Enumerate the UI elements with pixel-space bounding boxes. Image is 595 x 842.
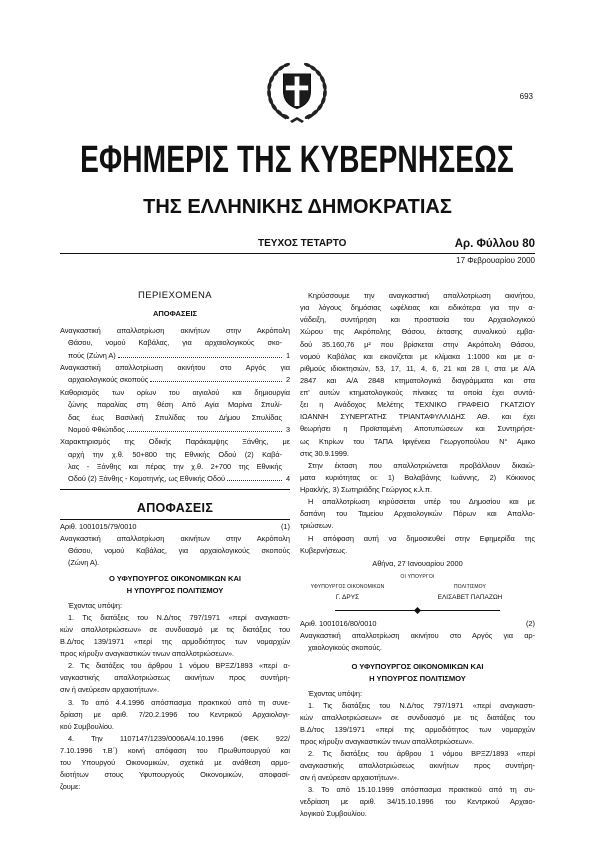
text-line: Η ΥΠΟΥΡΓΟΣ ΠΟΛΙΤΙΣΜΟΥ [369, 674, 466, 683]
contents-entry-line: Χαρακτηρισμός της Οδικής Παράκαμψης Ξάνθης, με [60, 437, 290, 447]
text-line: δρίαση με αριθ. 7/20.2.1996 του Κεντρικού Αρχαιολογι- [60, 709, 290, 719]
decision-1-number-row [60, 521, 290, 533]
dot-leader [127, 431, 282, 432]
contents-entry-line: πούς (Ζώνη Α) [68, 350, 116, 360]
paragraph [300, 496, 535, 532]
text-line: για λόγους δημόσιας ωφέλειας και ειδικότερα για την α- [300, 303, 535, 313]
decision-2-considerations [300, 688, 535, 820]
decision-ordinal: (2) [525, 619, 535, 628]
text-line: 3. Το από 4.4.1996 απόσπασμα πρακτικού από τη συνε- [68, 697, 290, 707]
text-line: Β.Δ/τος 139/1971 «περί της αρμοδιότητος των νομαρχών [60, 637, 290, 647]
text-line: προς κήρυξιν αναγκαστικών τινων απαλλοτριώσεων». [60, 649, 235, 659]
signatory-left [300, 583, 395, 603]
decision-1-considerations [60, 600, 290, 793]
text-line: Έχοντας υπόψη: [68, 601, 122, 610]
text-line: 7.10.1996 τ.Β΄) κοινή απόφαση του Πρωθυπουργού και [60, 745, 290, 755]
text-line: 4. Την 1107147/1239/0006Α/4.10.1996 (ΦΕΚ 922/ [68, 733, 290, 743]
text-line: Ηρακλής, 3) Σωτηριάδης Γεώργιος κ.λ.π. [300, 485, 432, 494]
contents-entry-line: Οδού (2) Ξάνθης - Κομοτηνής, ως Εθνικής Οδού [68, 474, 225, 484]
paragraph [300, 460, 535, 496]
text-line: Έχοντας υπόψη: [308, 689, 362, 698]
section-rule [60, 519, 290, 520]
gazette-title: ΕΦΗΜΕΡΙΣ ΤΗΣ ΚΥΒΕΡΝΗΣΕΩΣ [80, 139, 514, 181]
text-line: νεδρίαση με αριθ. 34/15.10.1996 του Κεντρικού Αρχαιο- [300, 797, 535, 806]
decision-1-summary [60, 533, 290, 569]
text-line: ΙΩΑΝΝΗ ΣΥΝΕΡΓΑΤΗΣ ΤΡΙΑΝΤΑΦΥΛΛΙΔΗΣ ΑΘ. και έχει [300, 412, 535, 422]
text-line: νάδειξη, συντήρηση και προστασία του Αρχαιολογικού [300, 315, 535, 325]
text-line: δού 35.160,76 μ² που βρίσκεται στην Ακρόπολη Θάσου, [300, 339, 535, 349]
text-line: διοτήτων στους Υφυπουργούς Οικονομικών, αποφασί- [60, 769, 290, 779]
paragraph [60, 533, 290, 569]
text-line: σιν ή ανεύρεσιν αρχαιοτήτων». [60, 685, 159, 695]
header-rule [60, 253, 535, 254]
text-line: Αναγκαστική απαλλοτρίωση ακινήτων στην Ακρόπολη [60, 534, 290, 543]
decision-number: Αριθ. 1001015/79/0010 [60, 522, 137, 531]
text-line: Αναγκαστική απαλλοτρίωση ακινήτου στο Αργός για αρ- [300, 631, 535, 640]
text-line: κών απαλλοτριώσεων» σε συνδυασμό με τις διατάξεις του [60, 625, 290, 635]
text-line: κού Συμβουλίου. [60, 721, 114, 731]
greek-coat-of-arms-icon [260, 57, 334, 127]
paragraph [60, 733, 290, 793]
text-line: ζουμε: [60, 781, 81, 791]
text-line: νομού Καβάλας και εικονίζεται με κλίμακα 1:1000 και με α- [300, 351, 535, 361]
paragraph [300, 290, 535, 460]
paragraph [300, 784, 535, 820]
paragraph [300, 533, 535, 557]
text-line: Η απαλλοτρίωση κηρύσσεται υπέρ του Δημοσίου και με [308, 497, 535, 507]
contents-entry-line: ζώνης παραλίας στη θέση Από Αγία Μαρίνα Σπυλί- [68, 400, 282, 410]
text-line: Β.Δ/τος 139/1971 «περί της αρμοδιότητος των νομαρχών [300, 725, 535, 734]
signature-place-date: Αθήνα, 27 Ιανουαρίου 2000 [372, 559, 463, 568]
text-line: Χώρου της Ακρόπολης Θάσου, έκτασης συνολικού εμβα- [300, 327, 535, 337]
text-line: τριώσεων. [300, 521, 334, 531]
decision-1-operative-text [300, 290, 535, 557]
contents-entry-last-line [60, 350, 290, 362]
decision-2-authority [300, 661, 535, 685]
paragraph [300, 673, 535, 685]
contents-heading: ΠΕΡΙΕΧΟΜΕΝΑ [137, 290, 213, 301]
text-line: του Υπουργού Οικονομικών, σχετικά με ανάθεση αρμο- [60, 757, 290, 767]
contents-entry-line: Καθορισμός των ορίων του αιγιαλού και δημιουργία [60, 387, 290, 397]
contents-entry [60, 362, 290, 387]
signatory-name: Γ. ΔΡΥΣ [335, 594, 360, 601]
decision-ordinal: (1) [280, 522, 290, 531]
paragraph [60, 697, 290, 733]
text-line: ως Κτιρίων του ΤΑΠΑ Ιφιγένεια Γεωργοπούλου Ν° Αμικο [300, 436, 535, 446]
text-line: χαιολογικούς σκοπούς. [308, 643, 382, 652]
contents-entry [60, 325, 290, 362]
contents-entry-line: αρχή την χ.θ. 50+800 της Εθνικής Οδού (2) Καβά- [68, 449, 282, 459]
contents-entry-line: Αναγκαστική απαλλοτρίωση ακινήτων στην Ακρόπολη [60, 325, 290, 335]
text-line: θεωρήσει η Προϊσταμένη Αποτυπώσεων και Συντηρήσε- [300, 424, 535, 434]
text-line: Κηρύσσουμε την αναγκαστική απαλλοτρίωση ακινήτου, [308, 291, 535, 300]
contents-entry-line: αρχαιολογικούς σκοπούς [68, 375, 149, 385]
sheet-number: Αρ. Φύλλου 80 [454, 238, 535, 250]
paragraph [60, 660, 290, 696]
text-line: Ο ΥΦΥΠΟΥΡΓΟΣ ΟΙΚΟΝΟΜΙΚΩΝ ΚΑΙ [351, 662, 484, 671]
contents-page-number: 2 [285, 375, 290, 385]
issue-label: ΤΕΥΧΟΣ ΤΕΤΑΡΤΟ [258, 238, 347, 249]
coat-of-arms-emblem [260, 57, 334, 127]
text-line: Η ΥΠΟΥΡΓΟΣ ΠΟΛΙΤΙΣΜΟΥ [126, 586, 224, 595]
contents-subheading: ΑΠΟΦΑΣΕΙΣ [152, 309, 198, 318]
contents-page-number: 4 [285, 474, 290, 484]
decisions-heading: ΑΠΟΦΑΣΕΙΣ [136, 501, 214, 515]
contents-entry-line: Αναγκαστική απαλλοτρίωση ακινήτου στο Αργός για [60, 362, 290, 372]
text-line: επ' αυτών κτηματολογικούς πίνακες τα οποία έχει συντά- [300, 388, 535, 397]
signatory-role: ΠΟΛΙΤΙΣΜΟΥ [454, 584, 486, 590]
text-line: 1. Τις διατάξεις του Ν.Δ/τος 797/1971 «περί αναγκαστι- [308, 701, 535, 710]
contents-entry [60, 387, 290, 437]
text-line: Κυβερνήσεως. [300, 545, 348, 555]
text-line: Θάσου, νομού Καβάλας, για αρχαιολογικούς σκοπούς [68, 546, 290, 555]
text-line: ριθμούς ιδιοκτησιών, 53, 17, 11, 4, 6, 21 και 28 Ι, στα με Α/Α [300, 363, 535, 373]
text-line: κών απαλλοτριώσεων» σε συνδυασμό με τις διατάξεις του [300, 713, 535, 722]
contents-page-number: 1 [285, 350, 290, 360]
signature-ministers-label: ΟΙ ΥΠΟΥΡΓΟΙ [400, 574, 435, 580]
decision-number: Αριθ. 1001016/80/0010 [300, 619, 377, 628]
contents-entry [60, 436, 290, 486]
paragraph [60, 585, 290, 597]
decision-1-authority [60, 573, 290, 597]
text-line: 2. Τις διατάξεις του άρθρου 1 νόμου ΒΡΞΖ/1893 «περί α- [68, 661, 290, 671]
issue-date: 17 Φεβρουαρίου 2000 [456, 256, 535, 265]
page-number: 693 [519, 92, 533, 101]
text-line: ξει η Ανάδοχος Μελέτης ΤΕΧΝΙΚΟ ΓΡΑΦΕΙΟ ΓΚΑΤΖΙΟΥ [300, 400, 535, 410]
signatory-role: ΥΦΥΠΟΥΡΓΟΣ ΟΙΚΟΝΟΜΙΚΩΝ [310, 584, 385, 590]
diamond-ornament-icon [413, 606, 420, 613]
text-line: 2847 και Α/Α 2848 κτηματολογικά διαγράμματα και στα [300, 375, 535, 385]
text-line: στις 30.9.1999. [300, 448, 349, 458]
paragraph [60, 600, 290, 612]
contents-entry-last-line [60, 424, 290, 436]
gazette-subtitle: ΤΗΣ ΕΛΛΗΝΙΚΗΣ ΔΗΜΟΚΡΑΤΙΑΣ [143, 196, 452, 218]
text-line: ματα κυριότητας οι: 1) Βαλαβάνης Ιωάννης, 2) Κόκκινος [300, 472, 535, 482]
text-line: (Ζώνη Α). [68, 558, 100, 567]
text-line: δαπάνη του Ταμείου Αρχαιολογικών Πόρων και Απαλλο- [300, 509, 535, 519]
text-line: σιν ή ανεύρεσιν αρχαιοτήτων». [300, 773, 399, 782]
table-of-contents [60, 325, 290, 486]
text-line: Στην έκταση που απαλλοτριώνεται προβάλλουν δικαιώ- [308, 460, 535, 470]
signatory-name: ΕΛΙΣΑΒΕΤ ΠΑΠΑΖΩΗ [437, 594, 503, 601]
text-line: 1. Τις διατάξεις του Ν.Δ/τος 797/1971 «περί αναγκαστι- [68, 613, 290, 623]
text-line: λογικού Συμβουλίου. [300, 809, 367, 818]
paragraph [60, 573, 290, 585]
signatory-right [425, 583, 515, 603]
text-line: αναγκαστικής απαλλοτριώσεως ακινήτων προς συντήρη- [300, 761, 535, 770]
text-line: προς κήρυξιν αναγκαστικών τινων απαλλοτριώσεων». [300, 737, 475, 746]
paragraph [300, 688, 535, 700]
text-line: Ο ΥΦΥΠΟΥΡΓΟΣ ΟΙΚΟΝΟΜΙΚΩΝ ΚΑΙ [109, 574, 241, 583]
contents-entry-line: δας έως Βασιλική Σπυλίδας του Δήμου Σπυλίδας [68, 412, 282, 422]
contents-entry-last-line [60, 374, 290, 386]
decision-2-number-row [300, 618, 535, 630]
dot-leader [227, 480, 282, 481]
contents-page-number: 3 [285, 424, 290, 434]
contents-entry-line: Θάσου, νομού Καβάλας, για αρχαιολογικούς σκο- [68, 338, 282, 348]
text-line: Η απόφαση αυτή να δημοσιευθεί στην Εφημερίδα της [308, 533, 535, 543]
text-line: ναγκαστικής απαλλοτριώσεως ακινήτων προς συντήρη- [60, 673, 290, 683]
dot-leader [150, 381, 282, 382]
contents-entry-line: Νομού Φθιώτιδος [68, 424, 125, 434]
contents-entry-line: λας - Ξάνθης και πέρας την χ.θ. 2+700 της Εθνικής [68, 462, 282, 472]
text-line: 2. Τις διατάξεις του άρθρου 1 νόμου ΒΡΞΖ/1893 «περί [308, 749, 535, 758]
decision-2-summary [300, 630, 535, 654]
paragraph [300, 700, 535, 748]
text-line: 3. Το από 15.10.1999 απόσπασμα πρακτικού από τη συ- [308, 785, 535, 794]
paragraph [300, 748, 535, 784]
paragraph [60, 612, 290, 660]
contents-entry-last-line [60, 473, 290, 485]
paragraph [300, 661, 535, 673]
paragraph [300, 630, 535, 654]
section-rule [60, 489, 290, 490]
dot-leader [118, 357, 282, 358]
